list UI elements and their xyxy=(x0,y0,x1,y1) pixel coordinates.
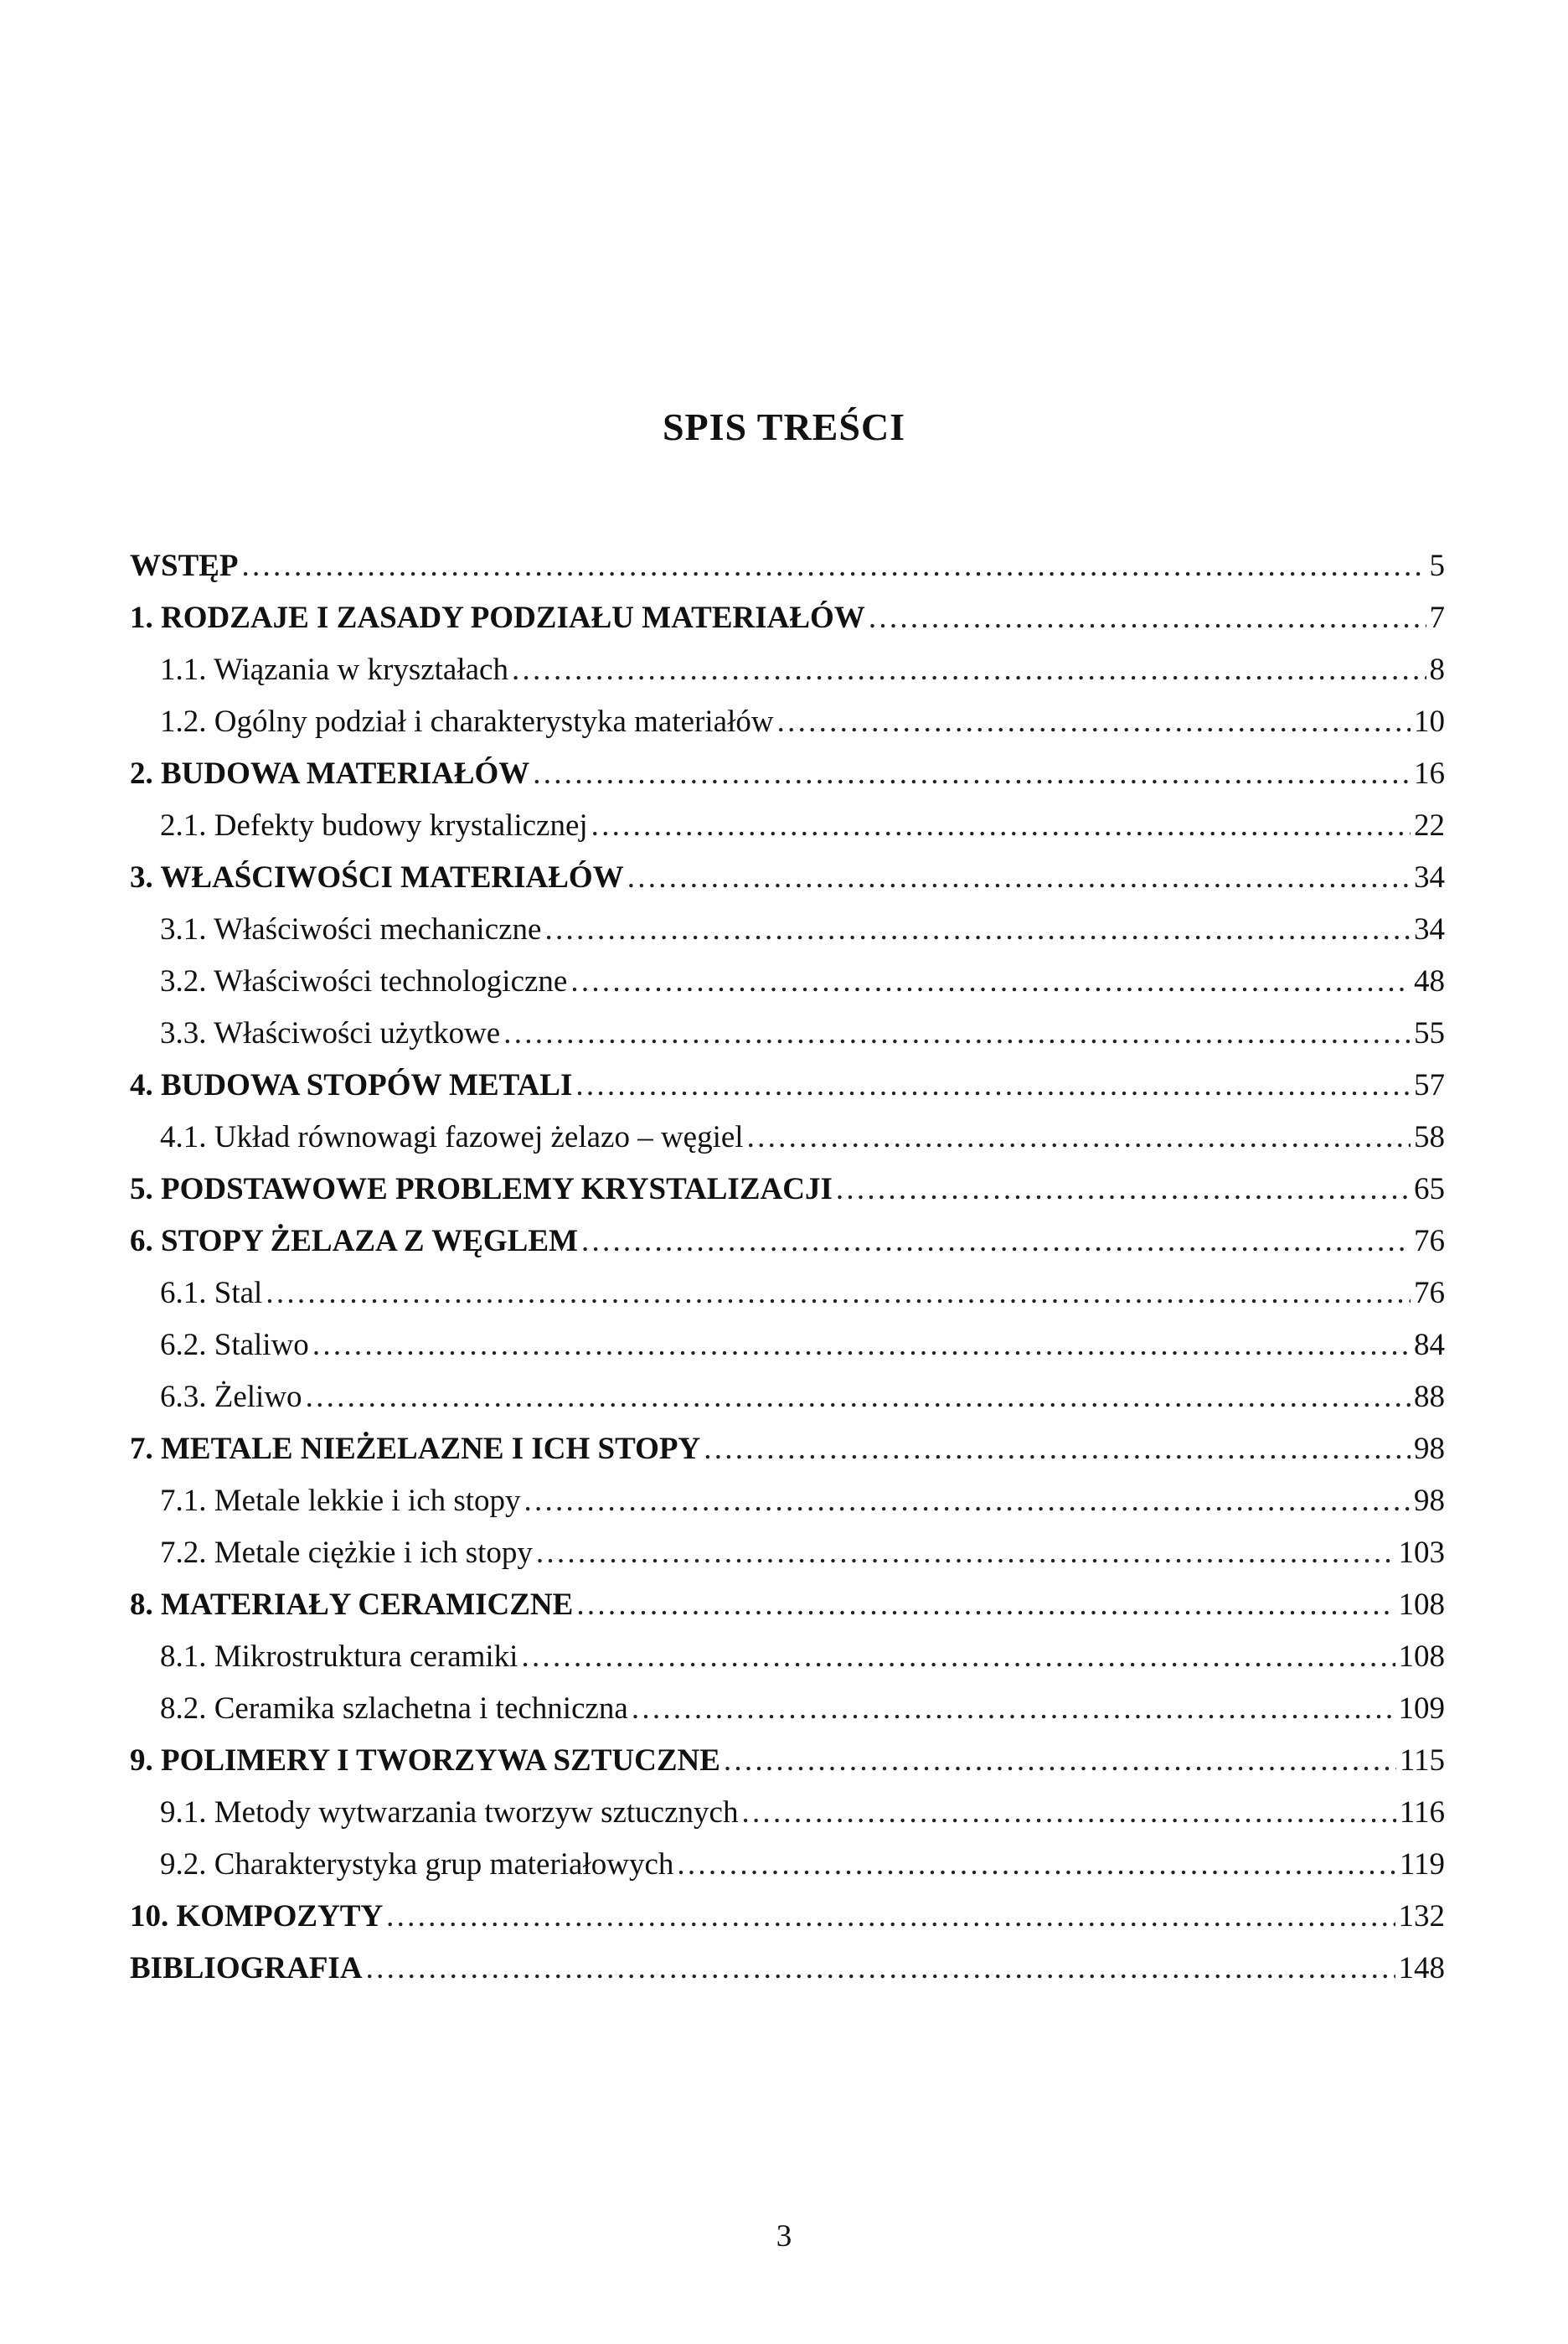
toc-section-entry xyxy=(130,1483,1445,1535)
toc-entry-page: 116 xyxy=(1399,1795,1445,1830)
toc-entry-label: 7.2. Metale ciężkie i ich stopy xyxy=(160,1536,533,1570)
toc-entry-label: 9.1. Metody wytwarzania tworzyw sztucznych xyxy=(160,1795,739,1830)
toc-entry-page: 108 xyxy=(1398,1588,1445,1622)
toc-chapter-entry xyxy=(130,1743,1445,1794)
toc-entry-label: 2. BUDOWA MATERIAŁÓW xyxy=(130,756,530,791)
dot-leader xyxy=(724,1743,1396,1779)
table-of-contents xyxy=(130,548,1445,2002)
toc-entry-label: 8. MATERIAŁY CERAMICZNE xyxy=(130,1588,574,1622)
toc-entry-page: 8 xyxy=(1429,653,1445,687)
toc-section-entry xyxy=(130,1535,1445,1587)
dot-leader xyxy=(777,704,1411,740)
toc-entry-label: 3.1. Właściwości mechaniczne xyxy=(160,912,542,947)
toc-chapter-entry xyxy=(130,1898,1445,1950)
toc-entry-page: 58 xyxy=(1414,1120,1445,1154)
toc-entry-label: 7. METALE NIEŻELAZNE I ICH STOPY xyxy=(130,1432,701,1466)
toc-entry-label: 8.1. Mikrostruktura ceramiki xyxy=(160,1639,518,1674)
toc-chapter-entry xyxy=(130,600,1445,652)
dot-leader xyxy=(575,1067,1411,1103)
page-title: SPIS TREŚCI xyxy=(662,405,906,448)
toc-entry-page: 109 xyxy=(1398,1691,1445,1726)
toc-section-entry xyxy=(130,1327,1445,1379)
toc-chapter-entry xyxy=(130,1950,1445,2002)
toc-entry-label: 8.2. Ceramika szlachetna i techniczna xyxy=(160,1691,628,1726)
toc-entry-label: 7.1. Metale lekkie i ich stopy xyxy=(160,1484,521,1518)
toc-chapter-entry xyxy=(130,548,1445,600)
dot-leader xyxy=(533,756,1411,792)
toc-entry-page: 132 xyxy=(1398,1899,1445,1934)
toc-entry-page: 88 xyxy=(1414,1380,1445,1414)
toc-entry-page: 5 xyxy=(1429,549,1445,583)
toc-section-entry xyxy=(130,963,1445,1015)
toc-chapter-entry xyxy=(130,1223,1445,1275)
toc-entry-page: 34 xyxy=(1414,860,1445,895)
toc-section-entry xyxy=(130,652,1445,704)
toc-entry-label: BIBLIOGRAFIA xyxy=(130,1951,363,1985)
dot-leader xyxy=(632,1691,1395,1727)
toc-entry-label: 3.2. Właściwości technologiczne xyxy=(160,964,568,999)
dot-leader xyxy=(869,600,1426,636)
toc-entry-label: 3.3. Właściwości użytkowe xyxy=(160,1016,501,1051)
dot-leader xyxy=(306,1379,1411,1415)
toc-section-entry xyxy=(130,1846,1445,1898)
toc-chapter-entry xyxy=(130,1171,1445,1223)
toc-entry-page: 108 xyxy=(1398,1639,1445,1674)
toc-entry-page: 16 xyxy=(1414,756,1445,791)
dot-leader xyxy=(366,1950,1395,1986)
toc-section-entry xyxy=(130,704,1445,756)
dot-leader xyxy=(677,1846,1395,1882)
toc-entry-page: 98 xyxy=(1414,1432,1445,1466)
dot-leader xyxy=(544,911,1411,947)
toc-entry-label: 2.1. Defekty budowy krystalicznej xyxy=(160,808,588,843)
toc-entry-label: WSTĘP xyxy=(130,549,239,583)
toc-entry-label: 1.2. Ogólny podział i charakterystyka materiałów xyxy=(160,705,774,739)
toc-entry-page: 84 xyxy=(1414,1328,1445,1362)
toc-entry-label: 6.2. Staliwo xyxy=(160,1328,309,1362)
toc-section-entry xyxy=(130,911,1445,963)
toc-chapter-entry xyxy=(130,756,1445,808)
page-number: 3 xyxy=(776,2219,792,2254)
dot-leader xyxy=(524,1483,1411,1519)
toc-entry-page: 119 xyxy=(1399,1847,1445,1882)
toc-section-entry xyxy=(130,1794,1445,1846)
dot-leader xyxy=(741,1794,1395,1830)
toc-chapter-entry xyxy=(130,1431,1445,1483)
toc-entry-label: 3. WŁAŚCIWOŚCI MATERIAŁÓW xyxy=(130,860,624,895)
toc-section-entry xyxy=(130,1639,1445,1691)
dot-leader xyxy=(747,1119,1411,1155)
dot-leader xyxy=(521,1639,1395,1675)
toc-entry-page: 34 xyxy=(1414,912,1445,947)
toc-entry-label: 1.1. Wiązania w kryształach xyxy=(160,653,508,687)
toc-entry-label: 4. BUDOWA STOPÓW METALI xyxy=(130,1068,573,1102)
toc-entry-page: 103 xyxy=(1398,1536,1445,1570)
toc-entry-page: 7 xyxy=(1429,601,1445,635)
dot-leader xyxy=(591,808,1411,844)
toc-entry-label: 9.2. Charakterystyka grup materiałowych xyxy=(160,1847,674,1882)
toc-entry-page: 55 xyxy=(1414,1016,1445,1051)
dot-leader xyxy=(386,1898,1395,1934)
toc-entry-page: 48 xyxy=(1414,964,1445,999)
toc-section-entry xyxy=(130,808,1445,860)
dot-leader xyxy=(581,1223,1411,1259)
toc-entry-page: 76 xyxy=(1414,1276,1445,1310)
dot-leader xyxy=(576,1587,1395,1623)
toc-entry-page: 148 xyxy=(1398,1951,1445,1985)
toc-chapter-entry xyxy=(130,1067,1445,1119)
toc-entry-label: 4.1. Układ równowagi fazowej żelazo – węgiel xyxy=(160,1120,744,1154)
toc-entry-label: 10. KOMPOZYTY xyxy=(130,1899,384,1934)
toc-entry-page: 57 xyxy=(1414,1068,1445,1102)
dot-leader xyxy=(503,1015,1411,1051)
dot-leader xyxy=(570,963,1411,999)
toc-entry-page: 22 xyxy=(1414,808,1445,843)
dot-leader xyxy=(312,1327,1411,1363)
toc-section-entry xyxy=(130,1119,1445,1171)
toc-entry-label: 5. PODSTAWOWE PROBLEMY KRYSTALIZACJI xyxy=(130,1172,833,1206)
toc-entry-page: 10 xyxy=(1414,705,1445,739)
toc-entry-page: 98 xyxy=(1414,1484,1445,1518)
toc-entry-label: 1. RODZAJE I ZASADY PODZIAŁU MATERIAŁÓW xyxy=(130,601,865,635)
toc-entry-page: 115 xyxy=(1399,1743,1445,1778)
toc-entry-page: 76 xyxy=(1414,1224,1445,1258)
dot-leader xyxy=(266,1275,1411,1311)
toc-section-entry xyxy=(130,1379,1445,1431)
toc-section-entry xyxy=(130,1275,1445,1327)
dot-leader xyxy=(627,860,1411,896)
toc-entry-label: 6.1. Stal xyxy=(160,1276,263,1310)
toc-chapter-entry xyxy=(130,1587,1445,1639)
toc-entry-label: 6. STOPY ŻELAZA Z WĘGLEM xyxy=(130,1224,578,1258)
toc-entry-label: 9. POLIMERY I TWORZYWA SZTUCZNE xyxy=(130,1743,720,1778)
toc-entry-page: 65 xyxy=(1414,1172,1445,1206)
dot-leader xyxy=(512,652,1426,688)
dot-leader xyxy=(704,1431,1411,1467)
toc-section-entry xyxy=(130,1015,1445,1067)
toc-chapter-entry xyxy=(130,860,1445,911)
dot-leader xyxy=(836,1171,1411,1207)
dot-leader xyxy=(536,1535,1395,1571)
toc-entry-label: 6.3. Żeliwo xyxy=(160,1380,302,1414)
toc-section-entry xyxy=(130,1691,1445,1743)
dot-leader xyxy=(242,548,1426,584)
